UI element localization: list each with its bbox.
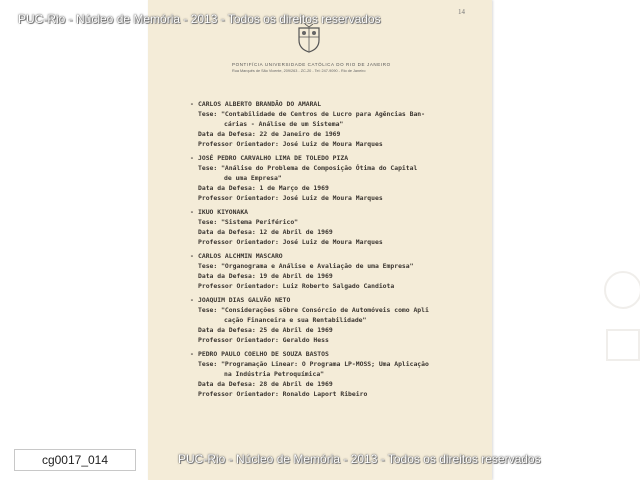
author-name: PEDRO PAULO COELHO DE SOUZA BASTOS [198,350,329,358]
advisor: Professor Orientador: José Luiz de Moura Marques [198,194,383,202]
thesis-entry: - IKUO KIYONAKA Tese: "Sistema Periférico" Data da Defesa: 12 de Abril de 1969 Professor Orientador: José Luiz de Moura Marques [190,207,480,247]
thesis-title: Tese: "Contabilidade de Centros de Lucro para Agências Ban- [198,110,426,118]
thesis-entry: - CARLOS ALBERTO BRANDÃO DO AMARAL Tese: "Contabilidade de Centros de Lucro para Agências Ban- cárias - Análise de um Sistema" Data da Defesa: 22 de Janeiro de 1969 Professor Orientador: José Luiz de Moura Marques [190,99,480,149]
defense-date: Data da Defesa: 1 de Março de 1969 [198,184,329,192]
advisor: Professor Orientador: Geraldo Hess [198,336,329,344]
author-name: JOSÉ PEDRO CARVALHO LIMA DE TOLEDO PIZA [198,154,349,162]
thesis-title: Tese: "Considerações sôbre Consórcio de Automóveis como Apli [198,306,429,314]
thesis-list [190,99,480,403]
thesis-entry: - JOSÉ PEDRO CARVALHO LIMA DE TOLEDO PIZA Tese: "Análise do Problema de Composição Ótima do Capital de uma Empresa" Data da Defesa: 1 de Março de 1969 Professor Orientador: José Luiz de Moura Marques [190,153,480,203]
defense-date: Data da Defesa: 28 de Abril de 1969 [198,380,333,388]
thesis-title: Tese: "Análise do Problema de Composição Ótima do Capital [198,164,418,172]
thesis-entry: - PEDRO PAULO COELHO DE SOUZA BASTOS Tese: "Programação Linear: O Programa LP-MOSS; Uma Aplicação na Indústria Petroquímica" Data da Defesa: 28 de Abril de 1969 Professor Orientador: Ronaldo Laport Ribeiro [190,349,480,399]
thesis-title-cont: cação Financeira e sua Rentabilidade" [224,316,367,324]
author-name: CARLOS ALBERTO BRANDÃO DO AMARAL [198,100,322,108]
ghost-seal-icon [603,260,640,380]
author-name: JOAQUIM DIAS GALVÃO NETO [198,296,291,304]
advisor: Professor Orientador: José Luiz de Moura Marques [198,238,383,246]
thesis-title-cont: na Indústria Petroquímica" [224,370,325,378]
institution-name: PONTIFÍCIA UNIVERSIDADE CATÓLICA DO RIO DE JANEIRO [232,62,391,67]
document-id-label: cg0017_014 [14,449,136,471]
author-name: CARLOS ALCHMIN MASCARO [198,252,283,260]
thesis-title: Tese: "Organograma e Análise e Avaliação de uma Empresa" [198,262,414,270]
thesis-entry: - JOAQUIM DIAS GALVÃO NETO Tese: "Considerações sôbre Consórcio de Automóveis como Apli cação Financeira e sua Rentabilidade" Data da Defesa: 25 de Abril de 1969 Professor Orientador: Geraldo Hess [190,295,480,345]
advisor: Professor Orientador: Luiz Roberto Salgado Candiota [198,282,395,290]
advisor: Professor Orientador: José Luiz de Moura Marques [198,140,383,148]
advisor: Professor Orientador: Ronaldo Laport Ribeiro [198,390,368,398]
thesis-title: Tese: "Sistema Periférico" [198,218,299,226]
watermark-top: PUC-Rio - Núcleo de Memória - 2013 - Todos os direitos reservados [18,12,381,26]
thesis-title-cont: cárias - Análise de um Sistema" [224,120,344,128]
watermark-bottom: PUC-Rio - Núcleo de Memória - 2013 - Todos os direitos reservados [178,452,541,466]
author-name: IKUO KIYONAKA [198,208,249,216]
defense-date: Data da Defesa: 19 de Abril de 1969 [198,272,333,280]
institution-address: Rua Marquês de São Vicente, 209/263 - ZC-20 - Tel: 247-9090 - Rio de Janeiro [232,69,366,73]
thesis-title: Tese: "Programação Linear: O Programa LP-MOSS; Uma Aplicação [198,360,429,368]
thesis-title-cont: de uma Empresa" [224,174,282,182]
defense-date: Data da Defesa: 12 de Abril de 1969 [198,228,333,236]
page-number: 14 [458,8,465,16]
thesis-entry: - CARLOS ALCHMIN MASCARO Tese: "Organograma e Análise e Avaliação de uma Empresa" Data da Defesa: 19 de Abril de 1969 Professor Orientador: Luiz Roberto Salgado Candiota [190,251,480,291]
university-crest-icon [296,24,322,54]
defense-date: Data da Defesa: 25 de Abril de 1969 [198,326,333,334]
defense-date: Data da Defesa: 22 de Janeiro de 1969 [198,130,341,138]
